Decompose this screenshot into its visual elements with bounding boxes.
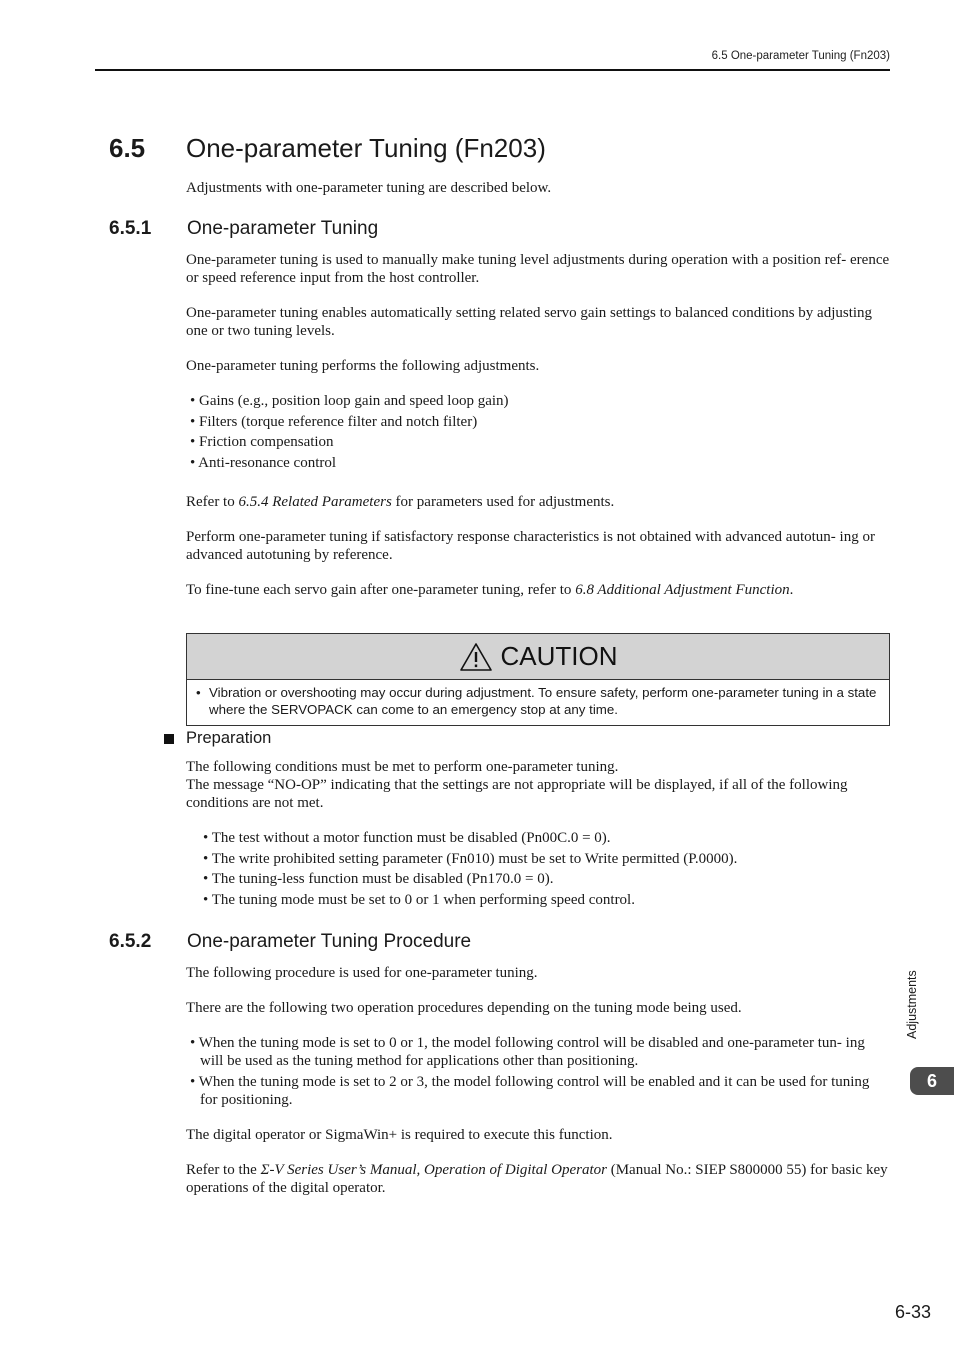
related-parameters-link[interactable]: 6.5.4 Related Parameters <box>238 494 392 510</box>
preparation-heading: Preparation <box>186 729 272 747</box>
square-bullet-icon <box>164 734 174 744</box>
refer-digital-operator-manual <box>186 1161 891 1197</box>
tuning-modes-list <box>190 1034 890 1112</box>
section-number: 6.5 <box>109 133 146 163</box>
caution-bullet: • <box>196 685 201 700</box>
sub2-paragraph-3: The digital operator or SigmaWin+ is required to execute this function. <box>186 1127 613 1143</box>
list-item: • The write prohibited setting parameter (Fn010) must be set to Write permitted (P.0000). <box>203 850 738 867</box>
list-item: • Friction compensation <box>190 434 334 451</box>
subsection-2-number: 6.5.2 <box>109 931 152 952</box>
refer-suffix: for parameters used for adjustments. <box>391 494 615 510</box>
refer-suffix: (Manual No.: SIEP S800000 55) for basic key operations of the digital operator. <box>186 1162 888 1196</box>
adjustments-list <box>190 391 890 474</box>
section-intro: Adjustments with one-parameter tuning are described below. <box>186 180 552 196</box>
list-item: • The tuning-less function must be disabled (Pn170.0 = 0). <box>203 871 554 888</box>
sub1-paragraph-1: One-parameter tuning is used to manually make tuning level adjustments during operation with a position ref- erence or speed reference input from the host controller. <box>186 252 890 286</box>
sub2-paragraph-2: There are the following two operation procedures depending on the tuning mode being used. <box>186 1000 742 1016</box>
refer-prefix: To fine-tune each servo gain after one-parameter tuning, refer to <box>186 582 576 598</box>
caution-body <box>187 680 889 718</box>
preparation-line-1: The following conditions must be met to perform one-parameter tuning. <box>186 759 619 775</box>
list-item: • When the tuning mode is set to 0 or 1, the model following control will be disabled and one-parameter tun- ing will be used as the tuning method for applications other than positioning. <box>190 1035 865 1069</box>
list-item: • Anti-resonance control <box>190 455 337 472</box>
subsection-2-title: One-parameter Tuning Procedure <box>187 931 472 952</box>
sub2-paragraph-1: The following procedure is used for one-parameter tuning. <box>186 965 538 981</box>
refer-additional-adjustment <box>186 581 891 599</box>
header-rule <box>95 69 890 71</box>
list-item: • The test without a motor function must be disabled (Pn00C.0 = 0). <box>203 830 611 846</box>
conditions-list <box>203 828 893 911</box>
list-item: • Gains (e.g., position loop gain and speed loop gain) <box>190 393 509 409</box>
sub1-paragraph-2: One-parameter tuning enables automatically setting related servo gain settings to balanced conditions by adjusting one or two tuning levels. <box>186 305 873 339</box>
refer-related-parameters <box>186 493 891 511</box>
sub1-paragraph-4: Perform one-parameter tuning if satisfactory response characteristics is not obtained with advanced autotun- ing or advanced autotuning by reference. <box>186 529 875 563</box>
refer-prefix: Refer to <box>186 494 239 510</box>
caution-box <box>186 633 890 726</box>
running-header: 6.5 One-parameter Tuning (Fn203) <box>711 50 890 62</box>
subsection-1-title: One-parameter Tuning <box>187 218 379 239</box>
caution-label: CAUTION <box>500 641 618 671</box>
caution-text: Vibration or overshooting may occur during adjustment. To ensure safety, perform one-parameter tuning in a state where the SERVOPACK can come to an emergency stop at any time. <box>209 685 877 717</box>
chapter-tab[interactable]: 6 <box>910 1067 954 1095</box>
refer-prefix: Refer to the <box>186 1162 261 1178</box>
list-item: • When the tuning mode is set to 2 or 3, the model following control will be enabled and it can be used for tuning for positioning. <box>190 1074 870 1108</box>
list-item: • The tuning mode must be set to 0 or 1 when performing speed control. <box>203 892 635 909</box>
manual-link[interactable]: Σ-V Series User’s Manual, Operation of Digital Operator <box>260 1162 607 1178</box>
additional-adjustment-link[interactable]: 6.8 Additional Adjustment Function <box>575 582 790 598</box>
preparation-line-2: The message “NO-OP” indicating that the settings are not appropriate will be displayed, if all of the following conditions are not met. <box>186 777 848 811</box>
subsection-1-number: 6.5.1 <box>109 218 152 239</box>
refer-suffix: . <box>789 582 794 598</box>
list-item: • Filters (torque reference filter and notch filter) <box>190 413 478 430</box>
chapter-side-label: Adjustments <box>905 970 919 1040</box>
caution-header <box>187 634 889 680</box>
page-number: 6-33 <box>894 1302 931 1322</box>
section-title: One-parameter Tuning (Fn203) <box>186 133 546 163</box>
sub1-paragraph-3: One-parameter tuning performs the following adjustments. <box>186 358 540 374</box>
warning-triangle-icon <box>459 642 493 672</box>
